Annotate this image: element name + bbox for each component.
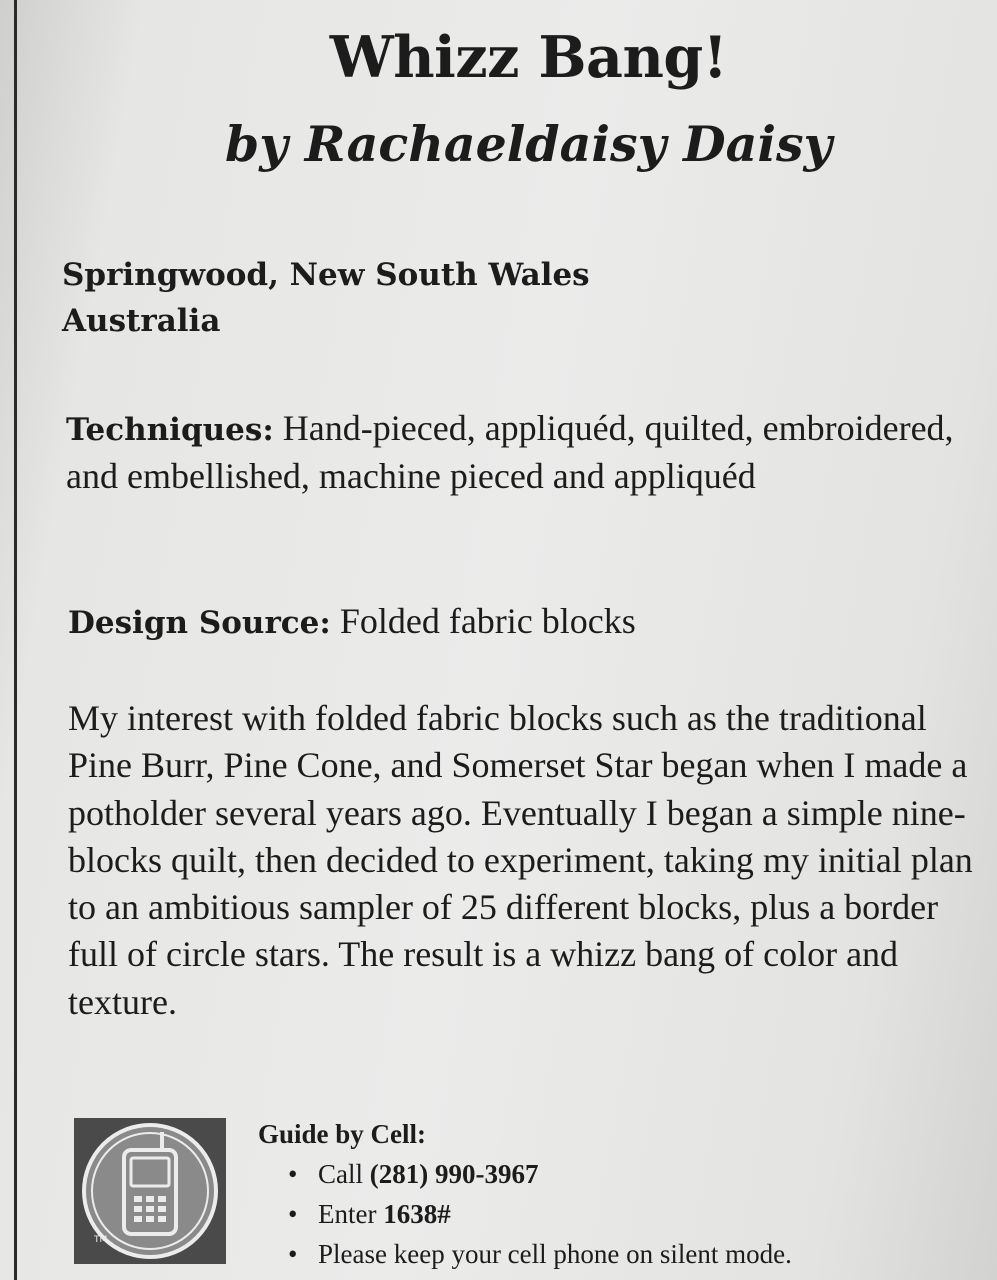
artist-statement: My interest with folded fabric blocks such as the traditional Pine Burr, Pine Cone, and Somerset Star began when I made a potholder several years ago. Eventually I began a simple nine-blocks quilt, then decided to experiment, taking my initial plan to an ambitious sampler of 25 different blocks, plus a border full of circle stars. The result is a whizz bang of color and texture. [68,698,973,1022]
design-source-text: Folded fabric blocks [330,601,636,641]
design-source-paragraph [68,598,968,646]
card-edge-line [14,0,17,1280]
cell-phone-icon [74,1118,226,1264]
artist-byline: by Rachaeldaisy Daisy [224,115,833,173]
techniques-text: Hand-pieced, appliquéd, quilted, embroidered, and embellished, machine pieced and appliquéd [66,408,954,496]
artist-location [62,252,590,344]
guide-enter-item [258,1194,978,1234]
techniques-label: Techniques: [66,412,274,448]
quilt-title: Whizz Bang! [329,24,728,91]
guide-phone-number: (281) 990-3967 [369,1159,539,1189]
techniques-paragraph [66,405,986,499]
enter-prefix: Enter [318,1199,384,1229]
location-line-2: Australia [62,303,221,339]
location-line-1: Springwood, New South Wales [62,257,590,293]
call-prefix: Call [318,1159,370,1189]
guide-by-cell [258,1114,978,1274]
guide-list [258,1154,978,1274]
trademark-mark: TM [94,1235,108,1245]
bullet-icon: • [288,1239,298,1269]
guide-note-item [258,1234,978,1274]
bullet-icon: • [288,1199,298,1229]
guide-code: 1638# [383,1199,451,1229]
design-source-label: Design Source: [68,605,331,641]
guide-note: Please keep your cell phone on silent mode. [318,1239,792,1269]
guide-title: Guide by Cell: [258,1119,427,1149]
bullet-icon: • [288,1159,298,1189]
guide-call-item [258,1154,978,1194]
